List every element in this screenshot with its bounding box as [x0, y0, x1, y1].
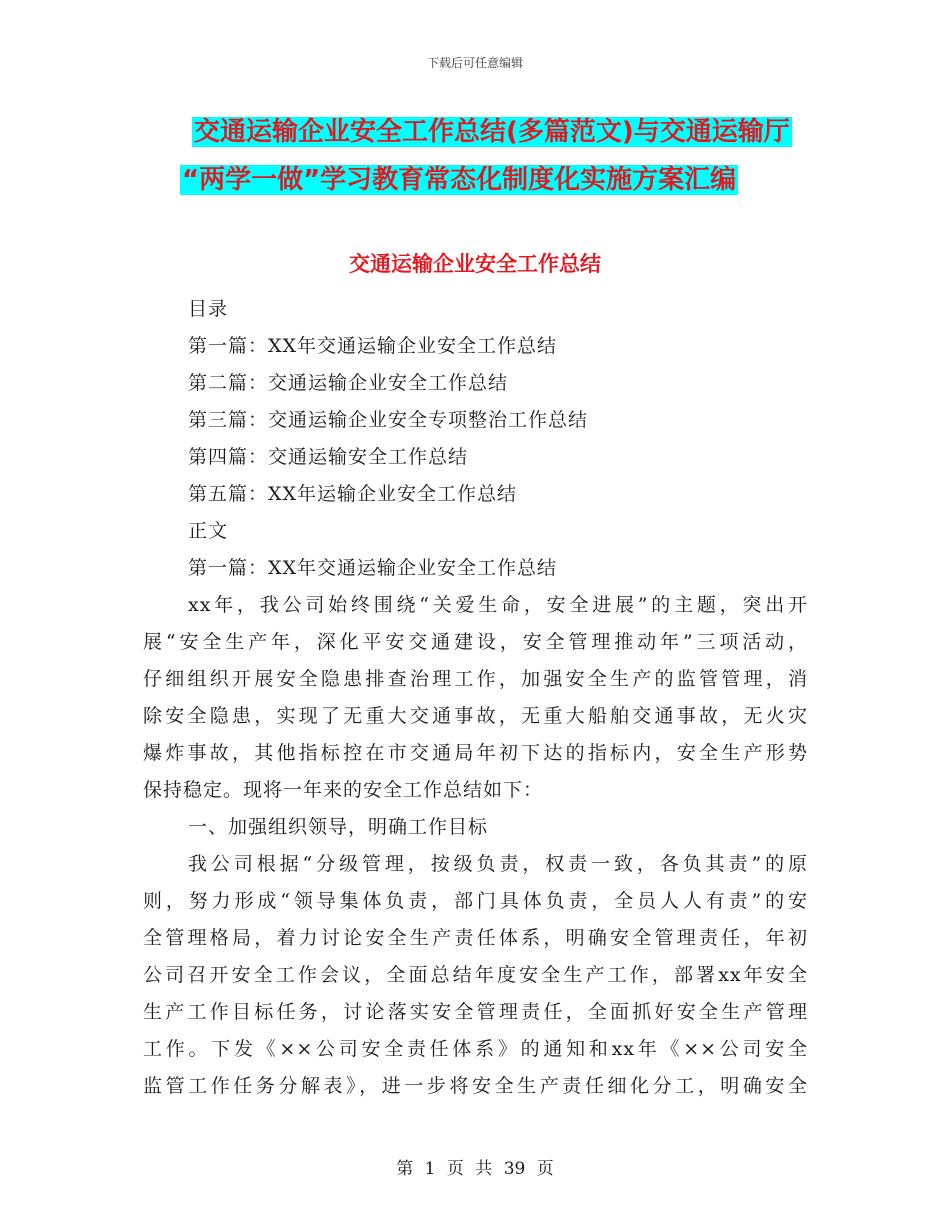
section-title: 交通运输企业安全工作总结	[349, 252, 601, 276]
paragraph-line: 爆炸事故，其他指标控在市交通局年初下达的指标内，安全生产形势	[143, 742, 808, 764]
toc-label: 目录	[188, 298, 229, 320]
section-heading: 一、加强组织领导，明确工作目标	[188, 816, 489, 838]
page-header-note: 下载后可任意编辑	[426, 56, 523, 70]
paragraph-line: 我公司根据“分级管理，按级负责，权责一致，各负其责”的原	[188, 853, 808, 875]
title-line-1: 交通运输企业安全工作总结(多篇范文)与交通运输厅	[194, 117, 790, 147]
chapter-title: 第一篇：XX年交通运输企业安全工作总结	[188, 557, 558, 579]
toc-item: 第一篇：XX年交通运输企业安全工作总结	[188, 335, 558, 357]
paragraph-line: 除安全隐患，实现了无重大交通事故，无重大船舶交通事故，无火灾	[143, 705, 808, 727]
toc-item: 第四篇：交通运输安全工作总结	[188, 446, 469, 468]
paragraph-line: 工作。下发《××公司安全责任体系》的通知和xx年《××公司安全	[143, 1038, 808, 1060]
paragraph-line: 公司召开安全工作会议，全面总结年度安全生产工作，部署xx年安全	[143, 964, 808, 986]
body-label: 正文	[188, 520, 229, 542]
toc-item: 第二篇：交通运输企业安全工作总结	[188, 372, 509, 394]
paragraph-line: 全管理格局，着力讨论安全生产责任体系，明确安全管理责任，年初	[143, 927, 808, 949]
paragraph-line: 则，努力形成“领导集体负责，部门具体负责，全员人人有责”的安	[143, 890, 808, 912]
page-number: 第 1 页 共 39 页	[396, 1159, 554, 1179]
paragraph-line: 保持稳定。现将一年来的安全工作总结如下：	[143, 779, 544, 801]
paragraph-line: 监管工作任务分解表》，进一步将安全生产责任细化分工，明确安全	[143, 1075, 808, 1097]
toc-item: 第三篇：交通运输企业安全专项整治工作总结	[188, 409, 589, 431]
paragraph-line: 生产工作目标任务，讨论落实安全管理责任，全面抓好安全生产管理	[143, 1001, 808, 1023]
toc-item: 第五篇：XX年运输企业安全工作总结	[188, 483, 518, 505]
paragraph-line: 仔细组织开展安全隐患排查治理工作，加强安全生产的监管管理，消	[143, 668, 808, 690]
paragraph-line: xx年，我公司始终围绕“关爱生命，安全进展”的主题，突出开	[188, 594, 808, 616]
document-body	[143, 291, 808, 1105]
paragraph-line: 展“安全生产年，深化平安交通建设，安全管理推动年”三项活动，	[143, 631, 808, 653]
document-title	[180, 108, 820, 204]
title-line-2: “两学一做”学习教育常态化制度化实施方案汇编	[182, 165, 737, 195]
